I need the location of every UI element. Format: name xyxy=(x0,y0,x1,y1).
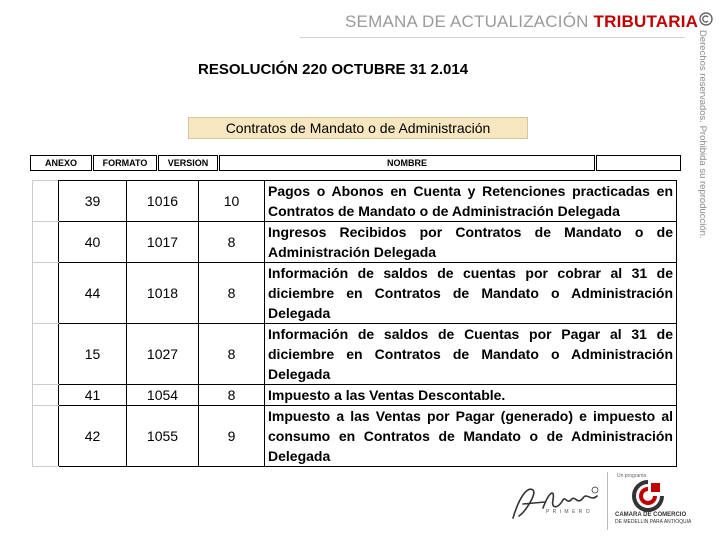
page-title: RESOLUCIÓN 220 OCTUBRE 31 2.014 xyxy=(198,61,469,78)
header-version: VERSION xyxy=(158,155,218,171)
anexo-cell: 39 xyxy=(59,181,127,222)
formato-cell: 1018 xyxy=(127,263,199,324)
version-cell: 9 xyxy=(199,406,265,467)
table-row xyxy=(33,222,677,263)
header-nombre: NOMBRE xyxy=(219,155,595,171)
table-row xyxy=(33,181,677,222)
header-blank xyxy=(596,155,681,171)
copyright-logo-icon xyxy=(699,12,713,26)
nombre-cell: Impuesto a las Ventas por Pagar (generado) e impuesto al consumo en Contratos de Mandato o de Administración Delegada xyxy=(265,406,677,467)
row-spacer xyxy=(33,406,59,467)
camara-line1: CAMARA DE COMERCIO xyxy=(615,512,687,518)
row-spacer xyxy=(33,324,59,385)
anexo-cell: 41 xyxy=(59,385,127,406)
camara-line2: DE MEDELLIN PARA ANTIOQUIA xyxy=(615,519,692,525)
header-formato: FORMATO xyxy=(93,155,157,171)
formato-cell: 1016 xyxy=(127,181,199,222)
formato-cell: 1055 xyxy=(127,406,199,467)
row-spacer xyxy=(33,181,59,222)
event-banner xyxy=(345,12,698,32)
nombre-cell: Impuesto a las Ventas Descontable. xyxy=(265,385,677,406)
formato-cell: 1027 xyxy=(127,324,199,385)
row-spacer xyxy=(33,385,59,406)
nombre-cell: Pagos o Abonos en Cuenta y Retenciones practicadas en Contratos de Mandato o de Administración Delegada xyxy=(265,181,677,222)
programa-label: Un programa xyxy=(617,473,647,479)
anexo-cell: 15 xyxy=(59,324,127,385)
row-spacer xyxy=(33,222,59,263)
side-notice-text: Derechos reservados. Prohibida su reproducción. xyxy=(697,30,708,239)
version-cell: 8 xyxy=(199,324,265,385)
anexo-cell: 44 xyxy=(59,263,127,324)
nombre-cell: Ingresos Recibidos por Contratos de Mandato o de Administración Delegada xyxy=(265,222,677,263)
footer-divider xyxy=(607,472,608,530)
table-row xyxy=(33,263,677,324)
formato-cell: 1054 xyxy=(127,385,199,406)
nombre-cell: Información de saldos de Cuentas por Pagar al 31 de diciembre en Contratos de Mandato o Administración Delegada xyxy=(265,324,677,385)
afiliados-subtext: P R I M E R O xyxy=(546,509,591,515)
version-cell: 8 xyxy=(199,263,265,324)
anexo-cell: 42 xyxy=(59,406,127,467)
banner-divider xyxy=(300,37,685,38)
side-notice xyxy=(696,12,720,239)
afiliados-signature-logo xyxy=(505,478,605,528)
anexo-cell: 40 xyxy=(59,222,127,263)
table-row xyxy=(33,324,677,385)
nombre-cell: Información de saldos de cuentas por cobrar al 31 de diciembre en Contratos de Mandato o Administración Delegada xyxy=(265,263,677,324)
camara-logo-icon xyxy=(631,480,665,512)
version-cell: 10 xyxy=(199,181,265,222)
table-row xyxy=(33,406,677,467)
row-spacer xyxy=(33,263,59,324)
formato-cell: 1017 xyxy=(127,222,199,263)
version-cell: 8 xyxy=(199,222,265,263)
version-cell: 8 xyxy=(199,385,265,406)
section-subtitle: Contratos de Mandato o de Administración xyxy=(188,117,528,139)
banner-prefix: SEMANA DE ACTUALIZACIÓN xyxy=(345,12,589,31)
camara-name xyxy=(615,512,691,526)
formats-table xyxy=(32,180,677,467)
table-row xyxy=(33,385,677,406)
banner-emphasis: TRIBUTARIA xyxy=(593,12,699,31)
header-anexo: ANEXO xyxy=(30,155,92,171)
